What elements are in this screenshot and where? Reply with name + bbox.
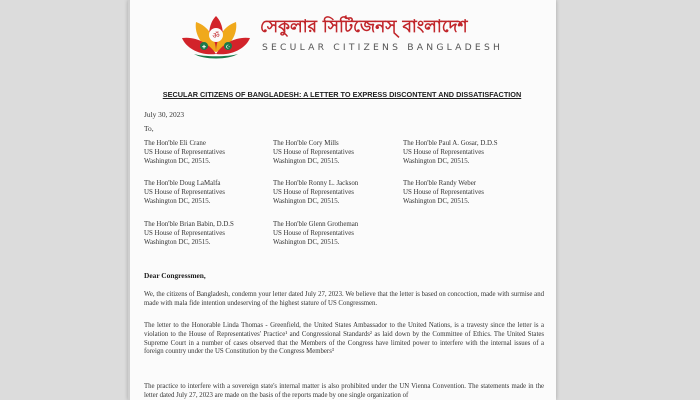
recipient-block <box>144 139 274 166</box>
body-paragraph: The letter to the Honorable Linda Thomas - Greenfield, the United States Ambassador to the United Nations, is a travesty since the letter is a violation to the House of Representatives' Practice¹ and Congressional Standards² as laid down by the Committee of Ethics. The United States Supreme Court in a number of cases observed that the Members of the Congress have limited power to interfere with the internal issues of a foreign country under the US Constitution by the Congress Members³ <box>144 322 544 356</box>
lotus-emblem-icon <box>180 10 252 62</box>
svg-text:ॐ: ॐ <box>212 31 220 40</box>
svg-text:✚: ✚ <box>201 44 207 51</box>
recipient-org: US House of Representatives <box>273 149 354 156</box>
letterhead <box>180 10 504 60</box>
recipient-block <box>144 220 274 247</box>
recipient-org: US House of Representatives <box>273 230 354 237</box>
recipient-org: US House of Representatives <box>273 189 354 196</box>
recipient-name: The Hon'ble Doug LaMalfa <box>144 180 221 187</box>
recipient-address: Washington DC, 20515. <box>273 158 340 165</box>
recipient-org: US House of Representatives <box>144 230 225 237</box>
page-edge-shadow <box>128 0 130 400</box>
svg-text:☪: ☪ <box>225 44 231 51</box>
recipient-name: The Hon'ble Eli Crane <box>144 140 206 147</box>
recipient-block <box>273 139 403 166</box>
letter-page <box>128 0 556 400</box>
recipient-org: US House of Representatives <box>403 149 484 156</box>
brand-name-bengali: সেকুলার সিটিজেনস্ বাংলাদেশ <box>260 17 468 37</box>
recipient-name: The Hon'ble Ronny L. Jackson <box>273 180 359 187</box>
to-line: To, <box>144 124 154 133</box>
recipient-block <box>403 179 533 206</box>
recipient-name: The Hon'ble Paul A. Gosar, D.D.S <box>403 140 498 147</box>
recipient-name: The Hon'ble Cory Mills <box>273 140 339 147</box>
recipient-org: US House of Representatives <box>403 189 484 196</box>
recipient-address: Washington DC, 20515. <box>144 198 211 205</box>
body-paragraph: The practice to interfere with a sovereign state's internal matter is also prohibited under the UN Vienna Convention. The statements made in the letter dated July 27, 2023 are made on the basis of the reports made by one single organization of <box>144 383 544 399</box>
recipient-org: US House of Representatives <box>144 189 225 196</box>
recipient-block <box>273 179 403 206</box>
document-title: SECULAR CITIZENS OF BANGLADESH: A LETTER TO EXPRESS DISCONTENT AND DISSATISFACTION <box>162 90 522 99</box>
recipient-address: Washington DC, 20515. <box>273 198 340 205</box>
recipient-block <box>144 179 274 206</box>
recipient-name: The Hon'ble Randy Weber <box>403 180 477 187</box>
recipient-address: Washington DC, 20515. <box>273 239 340 246</box>
letter-date: July 30, 2023 <box>144 110 185 119</box>
recipient-org: US House of Representatives <box>144 149 225 156</box>
recipient-address: Washington DC, 20515. <box>403 158 470 165</box>
salutation: Dear Congressmen, <box>144 271 206 280</box>
recipient-name: The Hon'ble Brian Babin, D.D.S <box>144 221 234 228</box>
brand-name-english: SECULAR CITIZENS BANGLADESH <box>262 42 504 53</box>
recipient-address: Washington DC, 20515. <box>144 239 211 246</box>
recipient-name: The Hon'ble Glenn Grotheman <box>273 221 359 228</box>
recipient-address: Washington DC, 20515. <box>403 198 470 205</box>
recipient-block <box>403 139 533 166</box>
recipient-block <box>273 220 403 247</box>
recipient-address: Washington DC, 20515. <box>144 158 211 165</box>
body-paragraph: We, the citizens of Bangladesh, condemn your letter dated July 27, 2023. We believe that the letter is based on concoction, made with surmise and made with mala fide intention undeserving of the highest stature of US Congressmen. <box>144 291 544 307</box>
